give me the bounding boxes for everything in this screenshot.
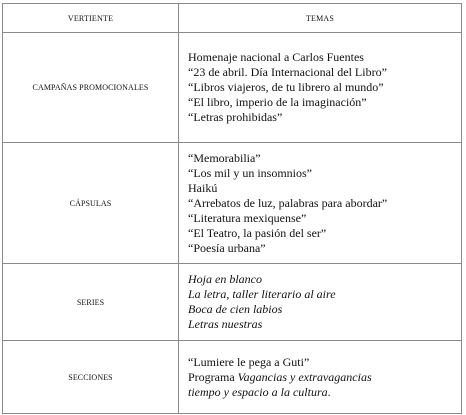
temas-table	[2, 3, 462, 414]
tema-item: “23 de abril. Día Internacional del Libro”	[188, 65, 387, 79]
tema-item: “Los mil y un insomnios”	[188, 165, 312, 180]
tema-prefix: Programa	[188, 369, 238, 384]
tema-suffix: .	[327, 384, 331, 399]
tema-item: “Letras prohibidas”	[188, 110, 283, 124]
tema-item: “El libro, imperio de la imaginación”	[188, 95, 367, 109]
tema-item: Haikú	[188, 180, 218, 195]
tema-item: Homenaje nacional a Carlos Fuentes	[188, 50, 364, 64]
table-row	[3, 143, 462, 264]
tema-item: “Poesía urbana”	[188, 240, 266, 255]
tema-item: “Libros viajeros, de tu librero al mundo”	[188, 80, 384, 94]
tema-item: Boca de cien labios	[188, 302, 283, 316]
table-row	[3, 341, 462, 414]
tema-item: “Literatura mexiquense”	[188, 210, 307, 225]
tema-italic: tiempo y espacio a la cultura	[188, 384, 328, 399]
temas-cell	[179, 33, 462, 143]
temas-cell	[179, 143, 462, 264]
tema-item: “Memorabilia”	[188, 150, 261, 165]
table-header-row	[3, 4, 462, 33]
tema-item: “Lumiere le pega a Guti”	[188, 354, 310, 369]
tema-item	[188, 385, 461, 400]
temas-cell	[179, 264, 462, 341]
tema-item: Hoja en blanco	[188, 272, 262, 286]
table-row	[3, 264, 462, 341]
header-temas: TEMAS	[179, 4, 462, 33]
tema-item: “El Teatro, la pasión del ser”	[188, 225, 327, 240]
tema-item	[188, 370, 461, 385]
tema-italic: Vagancias y extravagancias	[237, 369, 372, 384]
tema-item: La letra, taller literario al aire	[188, 287, 336, 301]
tema-item: Letras nuestras	[188, 317, 263, 331]
vertiente-cell: SECCIONES	[3, 341, 179, 414]
vertiente-cell: CÁPSULAS	[3, 143, 179, 264]
header-vertiente: VERTIENTE	[3, 4, 179, 33]
vertiente-cell: CAMPAÑAS PROMOCIONALES	[3, 33, 179, 143]
tema-item: “Arrebatos de luz, palabras para abordar”	[188, 195, 388, 210]
vertiente-cell: SERIES	[3, 264, 179, 341]
table-row	[3, 33, 462, 143]
temas-cell	[179, 341, 462, 414]
